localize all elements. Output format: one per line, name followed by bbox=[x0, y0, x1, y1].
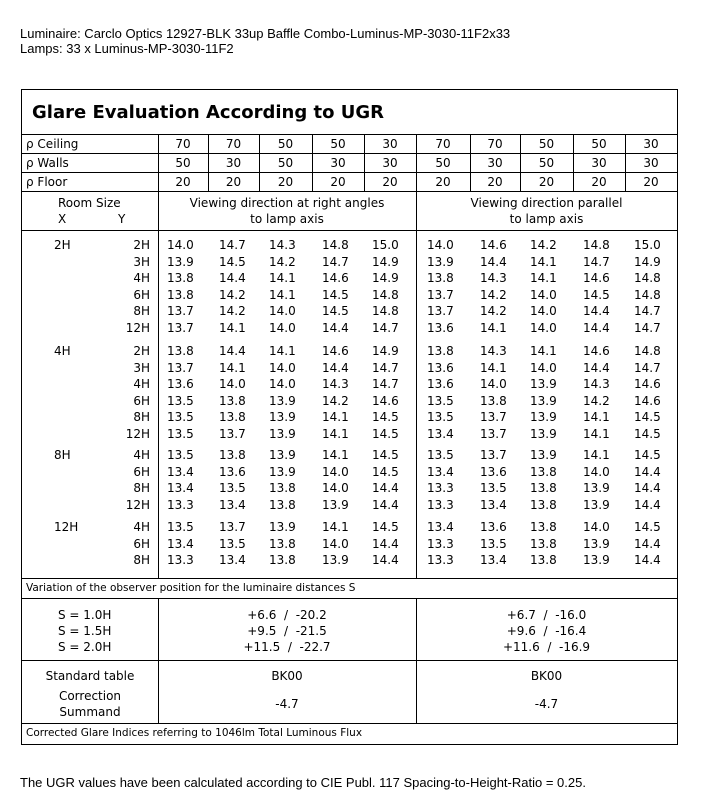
luminaire-label: Luminaire: Carclo Optics 12927-BLK 33up Baffle Combo-Luminus-MP-3030-11F2x33 bbox=[20, 26, 511, 41]
ugr-value-parallel: 13.3 bbox=[427, 553, 454, 567]
room-x-label: 8H bbox=[54, 448, 71, 462]
ugr-value-perpendicular: 14.1 bbox=[269, 287, 296, 302]
ugr-value-parallel: 13.6 bbox=[480, 520, 507, 534]
ugr-value-perpendicular: 13.9 bbox=[269, 393, 296, 408]
reflectance-value: 50 bbox=[277, 137, 294, 151]
rule-line bbox=[520, 134, 521, 191]
ugr-value-parallel: 14.7 bbox=[634, 304, 661, 318]
ugr-value-perpendicular: 14.1 bbox=[269, 344, 296, 358]
variation-perpendicular: +11.5 / -22.7 bbox=[243, 640, 331, 654]
ugr-value-parallel: 14.6 bbox=[480, 238, 507, 252]
ugr-value-parallel: 13.4 bbox=[427, 520, 454, 534]
ugr-value-perpendicular: 13.7 bbox=[167, 360, 194, 375]
ugr-value-parallel: 14.4 bbox=[583, 304, 610, 318]
ugr-value-perpendicular: 14.5 bbox=[372, 464, 399, 479]
variation-parallel: +9.6 / -16.4 bbox=[506, 624, 587, 638]
standard-table-label: Standard table bbox=[45, 669, 135, 683]
ugr-value-parallel: 15.0 bbox=[634, 238, 661, 252]
ugr-value-parallel: 13.8 bbox=[427, 344, 454, 358]
room-y-label: 12H bbox=[125, 426, 150, 441]
ugr-value-perpendicular: 13.8 bbox=[167, 271, 194, 285]
ugr-value-parallel: 14.0 bbox=[530, 320, 557, 335]
ugr-value-parallel: 14.3 bbox=[583, 377, 610, 391]
ugr-value-parallel: 14.4 bbox=[634, 464, 661, 479]
ugr-value-parallel: 14.6 bbox=[583, 271, 610, 285]
ugr-value-parallel: 14.4 bbox=[634, 481, 661, 495]
reflectance-value: 70 bbox=[487, 137, 503, 151]
room-y-label: 4H bbox=[133, 271, 150, 285]
rule-line bbox=[470, 134, 471, 191]
room-y-label: 6H bbox=[133, 287, 150, 302]
reflectance-value: 30 bbox=[487, 156, 503, 170]
correction-parallel: -4.7 bbox=[534, 697, 559, 711]
reflectance-value: 30 bbox=[643, 137, 659, 151]
ugr-value-parallel: 13.9 bbox=[530, 426, 557, 441]
ugr-value-parallel: 13.8 bbox=[530, 481, 557, 495]
correction-perpendicular: -4.7 bbox=[275, 697, 299, 711]
ugr-value-perpendicular: 13.4 bbox=[167, 536, 194, 551]
ugr-value-perpendicular: 13.9 bbox=[322, 553, 349, 567]
ugr-value-perpendicular: 14.5 bbox=[322, 304, 349, 318]
rule-line bbox=[259, 134, 260, 191]
ugr-value-parallel: 13.6 bbox=[427, 377, 454, 391]
room-size-label: Room Size bbox=[58, 196, 121, 210]
ugr-value-parallel: 14.3 bbox=[480, 271, 507, 285]
ugr-value-parallel: 13.6 bbox=[427, 360, 454, 375]
ugr-value-perpendicular: 14.0 bbox=[269, 304, 296, 318]
ugr-value-parallel: 13.5 bbox=[480, 481, 507, 495]
ugr-value-perpendicular: 14.1 bbox=[322, 426, 349, 441]
ugr-value-parallel: 13.9 bbox=[583, 497, 610, 512]
standard-table-parallel: BK00 bbox=[530, 669, 563, 683]
ugr-value-parallel: 13.8 bbox=[530, 536, 557, 551]
ugr-value-parallel: 14.1 bbox=[583, 410, 610, 424]
table-title: Glare Evaluation According to UGR bbox=[32, 102, 384, 123]
y-label: Y bbox=[118, 212, 126, 226]
ugr-value-parallel: 14.4 bbox=[634, 536, 661, 551]
ugr-value-perpendicular: 13.5 bbox=[167, 448, 194, 462]
ugr-value-perpendicular: 14.5 bbox=[372, 410, 399, 424]
ugr-value-perpendicular: 14.7 bbox=[219, 238, 246, 252]
reflectance-value: 50 bbox=[591, 137, 607, 151]
ugr-value-parallel: 14.5 bbox=[634, 520, 661, 534]
ugr-value-parallel: 14.6 bbox=[583, 344, 610, 358]
ugr-value-perpendicular: 13.9 bbox=[269, 464, 296, 479]
ugr-value-parallel: 13.9 bbox=[583, 481, 610, 495]
ugr-value-perpendicular: 13.8 bbox=[269, 481, 296, 495]
ugr-value-parallel: 13.9 bbox=[530, 377, 557, 391]
reflectance-value: 50 bbox=[435, 156, 451, 170]
rule-line bbox=[625, 134, 626, 191]
ugr-value-parallel: 13.7 bbox=[480, 426, 507, 441]
reflectance-label-ceiling: ρ Ceiling bbox=[26, 137, 79, 151]
ugr-value-parallel: 14.1 bbox=[530, 271, 557, 285]
ugr-value-parallel: 14.5 bbox=[634, 426, 661, 441]
ugr-value-perpendicular: 14.1 bbox=[219, 320, 246, 335]
ugr-value-perpendicular: 13.8 bbox=[219, 393, 246, 408]
ugr-value-perpendicular: 13.5 bbox=[167, 520, 194, 534]
standard-table-perpendicular: BK00 bbox=[271, 669, 303, 683]
variation-perpendicular: +9.5 / -21.5 bbox=[247, 624, 327, 638]
ugr-value-perpendicular: 14.8 bbox=[372, 304, 399, 318]
ugr-value-parallel: 14.0 bbox=[427, 238, 454, 252]
variation-parallel: +11.6 / -16.9 bbox=[502, 640, 591, 654]
rule-line bbox=[312, 134, 313, 191]
ugr-value-parallel: 14.0 bbox=[480, 377, 507, 391]
corrected-glare-note: Corrected Glare Indices referring to 1046lm Total Luminous Flux bbox=[26, 727, 363, 739]
reflectance-value: 70 bbox=[225, 137, 242, 151]
ugr-value-perpendicular: 14.4 bbox=[372, 497, 399, 512]
ugr-value-perpendicular: 14.4 bbox=[322, 320, 349, 335]
ugr-value-perpendicular: 13.8 bbox=[219, 410, 246, 424]
rule-line bbox=[22, 230, 677, 231]
rule-line bbox=[416, 134, 417, 191]
ugr-value-parallel: 13.9 bbox=[583, 553, 610, 567]
ugr-value-perpendicular: 13.5 bbox=[167, 426, 194, 441]
ugr-value-parallel: 14.4 bbox=[634, 497, 661, 512]
ugr-value-perpendicular: 14.6 bbox=[372, 393, 399, 408]
reflectance-value: 30 bbox=[382, 137, 398, 151]
ugr-value-perpendicular: 14.0 bbox=[167, 238, 194, 252]
reflectance-value: 30 bbox=[225, 156, 242, 170]
ugr-value-parallel: 13.6 bbox=[427, 320, 454, 335]
room-y-label: 3H bbox=[133, 360, 150, 375]
ugr-value-parallel: 14.2 bbox=[480, 304, 507, 318]
room-x-label: 2H bbox=[54, 238, 71, 252]
rule-line bbox=[22, 660, 677, 661]
spacing-label: S = 1.5H bbox=[58, 624, 112, 638]
room-y-label: 12H bbox=[125, 320, 150, 335]
ugr-value-perpendicular: 14.5 bbox=[372, 520, 399, 534]
ugr-value-perpendicular: 13.3 bbox=[167, 553, 194, 567]
ugr-value-perpendicular: 14.1 bbox=[322, 448, 349, 462]
ugr-value-parallel: 14.8 bbox=[634, 287, 661, 302]
ugr-value-parallel: 14.9 bbox=[634, 254, 661, 269]
reflectance-value: 20 bbox=[591, 175, 607, 189]
ugr-value-perpendicular: 13.5 bbox=[219, 481, 246, 495]
ugr-value-perpendicular: 13.3 bbox=[167, 497, 194, 512]
ugr-value-parallel: 13.7 bbox=[480, 410, 507, 424]
spacing-label: S = 2.0H bbox=[58, 640, 112, 654]
ugr-value-perpendicular: 13.9 bbox=[269, 520, 296, 534]
ugr-value-parallel: 14.4 bbox=[480, 254, 507, 269]
reflectance-label-walls: ρ Walls bbox=[26, 156, 69, 170]
viewing-perpendicular-line2: to lamp axis bbox=[250, 212, 324, 226]
ugr-value-perpendicular: 13.4 bbox=[219, 497, 246, 512]
ugr-value-parallel: 14.1 bbox=[480, 360, 507, 375]
ugr-value-parallel: 13.8 bbox=[530, 497, 557, 512]
reflectance-value: 70 bbox=[435, 137, 451, 151]
lamps-label: Lamps: 33 x Luminus-MP-3030-11F2 bbox=[20, 41, 234, 56]
ugr-value-parallel: 13.6 bbox=[480, 464, 507, 479]
ugr-value-parallel: 13.9 bbox=[530, 393, 557, 408]
ugr-value-parallel: 14.4 bbox=[634, 553, 661, 567]
ugr-value-parallel: 13.3 bbox=[427, 536, 454, 551]
ugr-value-perpendicular: 14.6 bbox=[322, 271, 349, 285]
ugr-value-perpendicular: 13.4 bbox=[219, 553, 246, 567]
calculation-note: The UGR values have been calculated according to CIE Publ. 117 Spacing-to-Height-Ratio = 0.25. bbox=[20, 775, 586, 790]
ugr-value-perpendicular: 13.8 bbox=[219, 448, 246, 462]
ugr-value-parallel: 14.1 bbox=[530, 254, 557, 269]
ugr-value-perpendicular: 13.8 bbox=[167, 344, 194, 358]
variation-parallel: +6.7 / -16.0 bbox=[506, 608, 587, 622]
ugr-value-parallel: 14.2 bbox=[530, 238, 557, 252]
ugr-value-perpendicular: 14.8 bbox=[322, 238, 349, 252]
ugr-value-parallel: 13.5 bbox=[427, 410, 454, 424]
x-label: X bbox=[58, 212, 67, 226]
reflectance-value: 50 bbox=[330, 137, 346, 151]
ugr-value-perpendicular: 14.1 bbox=[219, 360, 246, 375]
ugr-value-perpendicular: 14.9 bbox=[372, 271, 399, 285]
room-y-label: 4H bbox=[133, 448, 150, 462]
ugr-value-parallel: 13.9 bbox=[583, 536, 610, 551]
ugr-value-parallel: 14.5 bbox=[583, 287, 610, 302]
ugr-value-perpendicular: 14.9 bbox=[372, 254, 399, 269]
ugr-value-perpendicular: 14.0 bbox=[322, 536, 349, 551]
ugr-value-parallel: 14.1 bbox=[583, 426, 610, 441]
ugr-value-perpendicular: 13.9 bbox=[269, 410, 296, 424]
ugr-value-parallel: 13.7 bbox=[480, 448, 507, 462]
room-y-label: 8H bbox=[133, 410, 150, 424]
room-y-label: 2H bbox=[133, 238, 150, 252]
ugr-value-perpendicular: 13.8 bbox=[269, 536, 296, 551]
spacing-label: S = 1.0H bbox=[58, 608, 112, 622]
reflectance-value: 20 bbox=[277, 175, 294, 189]
reflectance-value: 30 bbox=[591, 156, 607, 170]
ugr-value-perpendicular: 14.3 bbox=[322, 377, 349, 391]
ugr-value-perpendicular: 14.4 bbox=[372, 553, 399, 567]
ugr-value-perpendicular: 14.0 bbox=[322, 464, 349, 479]
reflectance-value: 20 bbox=[435, 175, 451, 189]
rule-line bbox=[22, 191, 677, 192]
ugr-value-perpendicular: 14.7 bbox=[372, 360, 399, 375]
reflectance-value: 20 bbox=[487, 175, 503, 189]
ugr-value-parallel: 13.5 bbox=[427, 448, 454, 462]
room-x-label: 4H bbox=[54, 344, 71, 358]
ugr-value-parallel: 13.5 bbox=[427, 393, 454, 408]
rule-line bbox=[22, 598, 677, 599]
ugr-value-perpendicular: 13.8 bbox=[269, 553, 296, 567]
ugr-value-parallel: 14.1 bbox=[583, 448, 610, 462]
ugr-value-perpendicular: 13.9 bbox=[322, 497, 349, 512]
ugr-value-parallel: 13.8 bbox=[530, 520, 557, 534]
ugr-value-perpendicular: 13.7 bbox=[219, 426, 246, 441]
ugr-value-parallel: 14.0 bbox=[530, 360, 557, 375]
reflectance-label-floor: ρ Floor bbox=[26, 175, 68, 189]
room-y-label: 8H bbox=[133, 481, 150, 495]
ugr-value-perpendicular: 13.8 bbox=[167, 287, 194, 302]
ugr-value-perpendicular: 13.6 bbox=[219, 464, 246, 479]
ugr-value-perpendicular: 14.7 bbox=[372, 377, 399, 391]
ugr-value-perpendicular: 14.0 bbox=[322, 481, 349, 495]
ugr-value-parallel: 14.8 bbox=[634, 271, 661, 285]
ugr-value-parallel: 13.8 bbox=[530, 464, 557, 479]
rule-line bbox=[22, 578, 677, 579]
ugr-value-perpendicular: 14.5 bbox=[372, 426, 399, 441]
ugr-value-perpendicular: 13.7 bbox=[167, 320, 194, 335]
ugr-value-perpendicular: 13.4 bbox=[167, 464, 194, 479]
ugr-value-parallel: 14.4 bbox=[583, 360, 610, 375]
ugr-value-perpendicular: 13.6 bbox=[167, 377, 194, 391]
reflectance-value: 50 bbox=[277, 156, 294, 170]
ugr-value-perpendicular: 14.2 bbox=[322, 393, 349, 408]
ugr-value-perpendicular: 13.9 bbox=[269, 448, 296, 462]
ugr-value-perpendicular: 14.5 bbox=[322, 287, 349, 302]
reflectance-value: 20 bbox=[382, 175, 398, 189]
ugr-value-parallel: 14.2 bbox=[480, 287, 507, 302]
room-x-label: 12H bbox=[54, 520, 79, 534]
ugr-value-parallel: 13.8 bbox=[530, 553, 557, 567]
ugr-value-parallel: 14.2 bbox=[583, 393, 610, 408]
variation-label: Variation of the observer position for the luminaire distances S bbox=[26, 582, 356, 594]
ugr-value-parallel: 13.9 bbox=[530, 410, 557, 424]
ugr-value-parallel: 14.0 bbox=[583, 520, 610, 534]
ugr-table bbox=[21, 89, 678, 745]
ugr-value-parallel: 14.7 bbox=[634, 320, 661, 335]
ugr-value-perpendicular: 14.0 bbox=[219, 377, 246, 391]
ugr-value-perpendicular: 14.1 bbox=[269, 271, 296, 285]
ugr-value-parallel: 14.8 bbox=[583, 238, 610, 252]
ugr-value-perpendicular: 14.6 bbox=[322, 344, 349, 358]
ugr-value-perpendicular: 14.2 bbox=[219, 287, 246, 302]
ugr-value-perpendicular: 14.4 bbox=[322, 360, 349, 375]
rule-line bbox=[158, 134, 159, 191]
ugr-value-parallel: 13.4 bbox=[427, 464, 454, 479]
ugr-value-parallel: 13.3 bbox=[427, 497, 454, 512]
ugr-value-parallel: 13.9 bbox=[427, 254, 454, 269]
ugr-value-perpendicular: 14.1 bbox=[322, 410, 349, 424]
ugr-value-parallel: 14.6 bbox=[634, 377, 661, 391]
rule-line bbox=[573, 134, 574, 191]
room-y-label: 8H bbox=[133, 304, 150, 318]
ugr-value-perpendicular: 14.0 bbox=[269, 360, 296, 375]
correction-label-line2: Summand bbox=[59, 705, 121, 719]
viewing-perpendicular-line1: Viewing direction at right angles bbox=[189, 196, 385, 210]
reflectance-value: 20 bbox=[538, 175, 555, 189]
ugr-value-parallel: 14.7 bbox=[634, 360, 661, 375]
reflectance-value: 50 bbox=[538, 156, 555, 170]
ugr-value-parallel: 14.6 bbox=[634, 393, 661, 408]
ugr-value-parallel: 14.0 bbox=[530, 287, 557, 302]
ugr-value-parallel: 13.4 bbox=[480, 553, 507, 567]
variation-perpendicular: +6.6 / -20.2 bbox=[247, 608, 327, 622]
ugr-value-perpendicular: 13.8 bbox=[269, 497, 296, 512]
room-y-label: 12H bbox=[125, 497, 150, 512]
rule-line bbox=[364, 134, 365, 191]
ugr-value-parallel: 14.8 bbox=[634, 344, 661, 358]
ugr-value-perpendicular: 14.7 bbox=[372, 320, 399, 335]
ugr-value-perpendicular: 13.5 bbox=[167, 410, 194, 424]
ugr-value-parallel: 14.1 bbox=[480, 320, 507, 335]
ugr-value-perpendicular: 14.8 bbox=[372, 287, 399, 302]
reflectance-value: 30 bbox=[330, 156, 346, 170]
rule-line bbox=[208, 134, 209, 191]
ugr-value-parallel: 13.4 bbox=[480, 497, 507, 512]
rule-line bbox=[158, 191, 159, 579]
ugr-value-perpendicular: 13.5 bbox=[167, 393, 194, 408]
ugr-value-parallel: 14.1 bbox=[530, 344, 557, 358]
ugr-value-perpendicular: 13.5 bbox=[219, 536, 246, 551]
reflectance-value: 30 bbox=[382, 156, 398, 170]
ugr-value-parallel: 14.5 bbox=[634, 448, 661, 462]
ugr-value-parallel: 14.5 bbox=[634, 410, 661, 424]
ugr-value-parallel: 13.7 bbox=[427, 304, 454, 318]
room-y-label: 8H bbox=[133, 553, 150, 567]
viewing-parallel-line1: Viewing direction parallel bbox=[470, 196, 623, 210]
ugr-value-parallel: 14.3 bbox=[480, 344, 507, 358]
ugr-value-parallel: 13.8 bbox=[427, 271, 454, 285]
ugr-value-parallel: 13.9 bbox=[530, 448, 557, 462]
ugr-value-perpendicular: 14.4 bbox=[372, 481, 399, 495]
ugr-value-perpendicular: 14.4 bbox=[219, 271, 246, 285]
ugr-value-perpendicular: 14.4 bbox=[372, 536, 399, 551]
room-y-label: 6H bbox=[133, 536, 150, 551]
ugr-value-perpendicular: 13.4 bbox=[167, 481, 194, 495]
reflectance-value: 20 bbox=[330, 175, 346, 189]
room-y-label: 4H bbox=[133, 377, 150, 391]
ugr-value-perpendicular: 14.3 bbox=[269, 238, 296, 252]
ugr-value-perpendicular: 14.7 bbox=[322, 254, 349, 269]
ugr-value-parallel: 14.4 bbox=[583, 320, 610, 335]
ugr-value-perpendicular: 14.0 bbox=[269, 320, 296, 335]
reflectance-value: 20 bbox=[175, 175, 191, 189]
ugr-value-perpendicular: 14.9 bbox=[372, 344, 399, 358]
ugr-value-perpendicular: 14.4 bbox=[219, 344, 246, 358]
ugr-value-perpendicular: 14.0 bbox=[269, 377, 296, 391]
ugr-value-perpendicular: 14.2 bbox=[269, 254, 296, 269]
ugr-value-parallel: 14.0 bbox=[530, 304, 557, 318]
viewing-parallel-line2: to lamp axis bbox=[509, 212, 584, 226]
ugr-value-parallel: 13.5 bbox=[480, 536, 507, 551]
ugr-value-perpendicular: 14.5 bbox=[219, 254, 246, 269]
ugr-value-parallel: 13.8 bbox=[480, 393, 507, 408]
reflectance-value: 20 bbox=[643, 175, 659, 189]
correction-label-line1: Correction bbox=[58, 689, 122, 703]
ugr-value-parallel: 13.3 bbox=[427, 481, 454, 495]
reflectance-value: 50 bbox=[538, 137, 555, 151]
room-y-label: 4H bbox=[133, 520, 150, 534]
ugr-value-perpendicular: 13.9 bbox=[269, 426, 296, 441]
ugr-value-perpendicular: 13.7 bbox=[219, 520, 246, 534]
reflectance-value: 30 bbox=[643, 156, 659, 170]
reflectance-value: 70 bbox=[175, 137, 191, 151]
ugr-value-parallel: 13.7 bbox=[427, 287, 454, 302]
ugr-value-perpendicular: 14.2 bbox=[219, 304, 246, 318]
room-y-label: 2H bbox=[133, 344, 150, 358]
rule-line bbox=[22, 723, 677, 724]
ugr-value-perpendicular: 13.7 bbox=[167, 304, 194, 318]
ugr-value-perpendicular: 14.5 bbox=[372, 448, 399, 462]
room-y-label: 3H bbox=[133, 254, 150, 269]
ugr-value-parallel: 14.0 bbox=[583, 464, 610, 479]
ugr-value-perpendicular: 14.1 bbox=[322, 520, 349, 534]
room-y-label: 6H bbox=[133, 464, 150, 479]
room-y-label: 6H bbox=[133, 393, 150, 408]
ugr-value-perpendicular: 13.9 bbox=[167, 254, 194, 269]
ugr-value-parallel: 14.7 bbox=[583, 254, 610, 269]
ugr-value-parallel: 13.4 bbox=[427, 426, 454, 441]
reflectance-value: 20 bbox=[225, 175, 242, 189]
reflectance-value: 50 bbox=[175, 156, 191, 170]
ugr-value-perpendicular: 15.0 bbox=[372, 238, 399, 252]
rule-line bbox=[416, 191, 417, 579]
